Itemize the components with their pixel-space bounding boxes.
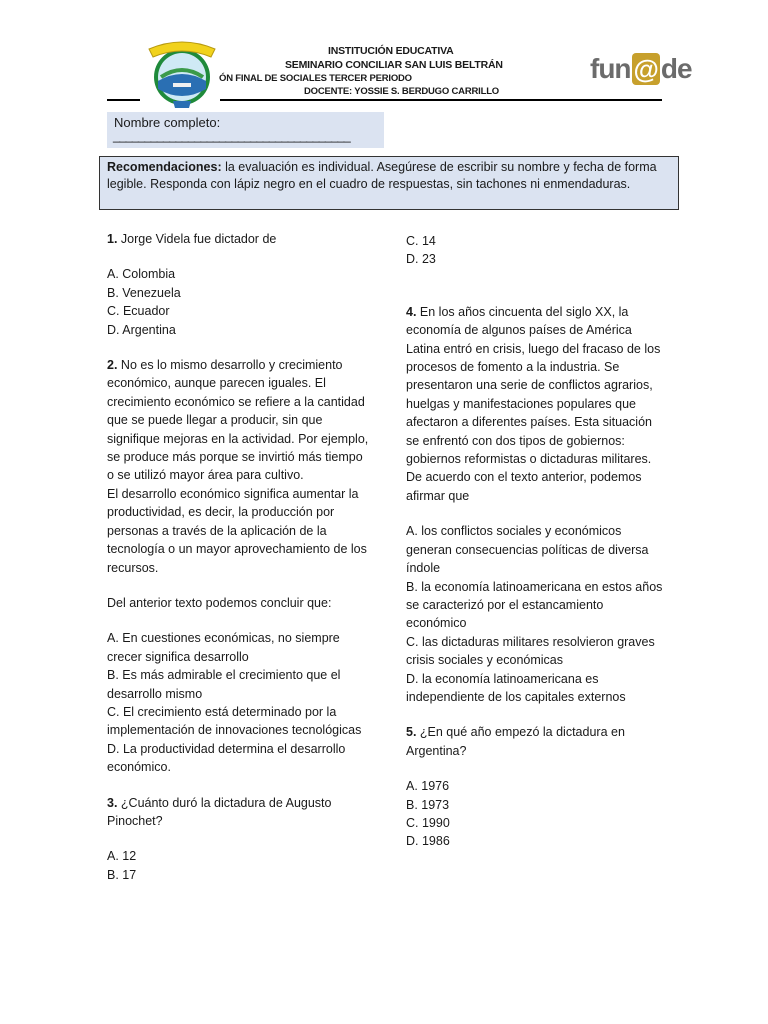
question-4: 4. En los años cincuenta del siglo XX, la economía de algunos países de América Latina entró en crisis, luego del fracaso de los procesos de fomento a la industria. Se presentaron una serie de conflictos agrarios, huelgas y manifestaciones populares que afectaron a diferentes países. Esta situación se enfrentó con dos tipos de gobiernos: gobiernos reformistas o dictaduras militares. De acuerdo con el texto anterior, podemos afirmar que — [406, 304, 661, 503]
q1-option-a: A. Colombia — [107, 267, 176, 282]
name-blank-line: ______________________________________ — [113, 128, 350, 143]
left-column — [107, 230, 369, 884]
header-divider-left — [107, 99, 140, 101]
q1-option-b: B. Venezuela — [107, 285, 181, 300]
institution-title: INSTITUCIÓN EDUCATIVA — [328, 45, 454, 57]
funade-logo: fun @ de — [590, 53, 692, 84]
q5-option-d: D. 1986 — [406, 834, 450, 849]
q5-option-c: C. 1990 — [406, 815, 450, 830]
school-name: SEMINARIO CONCILIAR SAN LUIS BELTRÁN — [285, 59, 503, 71]
name-field-box[interactable] — [107, 112, 384, 148]
recommendations-box — [99, 156, 679, 210]
q5-option-b: B. 1973 — [406, 797, 450, 812]
q1-option-c: C. Ecuador — [107, 304, 170, 319]
q4-option-b: B. la economía latinoamericana en estos años se caracterizó por el estancamiento económico — [406, 579, 663, 631]
right-column — [406, 232, 666, 851]
exam-title: ÓN FINAL DE SOCIALES TERCER PERIODO — [219, 73, 412, 84]
question-2-text-2: El desarrollo económico significa aumentar la productividad, es decir, la producción por personas a través de la aplicación de la tecnología o un mayor aprovechamiento de los recursos. — [107, 486, 367, 575]
q2-option-c: C. El crecimiento está determinado por la implementación de innovaciones tecnológicas — [107, 704, 362, 738]
recommendations-title: Recomendaciones: — [107, 160, 222, 174]
name-label: Nombre completo: — [114, 115, 221, 130]
q3-option-b: B. 17 — [107, 867, 137, 882]
question-5: 5. ¿En qué año empezó la dictadura en Argentina? — [406, 725, 625, 758]
q2-option-a: A. En cuestiones económicas, no siempre crecer significa desarrollo — [107, 631, 340, 664]
q3-option-d: D. 23 — [406, 252, 436, 267]
school-seal-logo — [143, 37, 221, 109]
recommendations-text — [107, 159, 667, 193]
q1-option-d: D. Argentina — [107, 322, 176, 337]
q2-option-d: D. La productividad determina el desarrollo económico. — [107, 741, 346, 775]
recommendations-body: la evaluación es individual. Asegúrese de escribir su nombre y fecha de forma legible. Responda con lápiz negro en el cuadro de respuestas, sin tachones ni enmendaduras. — [107, 160, 657, 191]
q4-option-d: D. la economía latinoamericana es independiente de los capitales externos — [406, 671, 626, 704]
question-2: 2. No es lo mismo desarrollo y crecimiento económico, aunque parecen iguales. El crecimiento económico se refiere a la cantidad que se puede llegar a producir, sin que signifique mejoras en la actividad. Por ejemplo, se produce más porque se invirtió más tiempo o se utilizó mayor área para cultivo. — [107, 358, 369, 483]
header-divider-right — [220, 99, 662, 101]
q2-option-b: B. Es más admirable el crecimiento que el desarrollo mismo — [107, 668, 341, 701]
question-3: 3. ¿Cuánto duró la dictadura de Augusto Pinochet? — [107, 795, 332, 828]
q4-option-a: A. los conflictos sociales y económicos generan consecuencias políticas de diversa índole — [406, 524, 649, 576]
q3-option-a: A. 12 — [107, 849, 137, 864]
question-1: 1. Jorge Videla fue dictador de — [107, 232, 277, 246]
question-2-prompt: Del anterior texto podemos concluir que: — [107, 595, 332, 610]
q5-option-a: A. 1976 — [406, 779, 450, 794]
q3-option-c: C. 14 — [406, 234, 436, 248]
teacher-name: DOCENTE: YOSSIE S. BERDUGO CARRILLO — [304, 86, 499, 97]
q4-option-c: C. las dictaduras militares resolvieron graves crisis sociales y económicas — [406, 634, 655, 668]
